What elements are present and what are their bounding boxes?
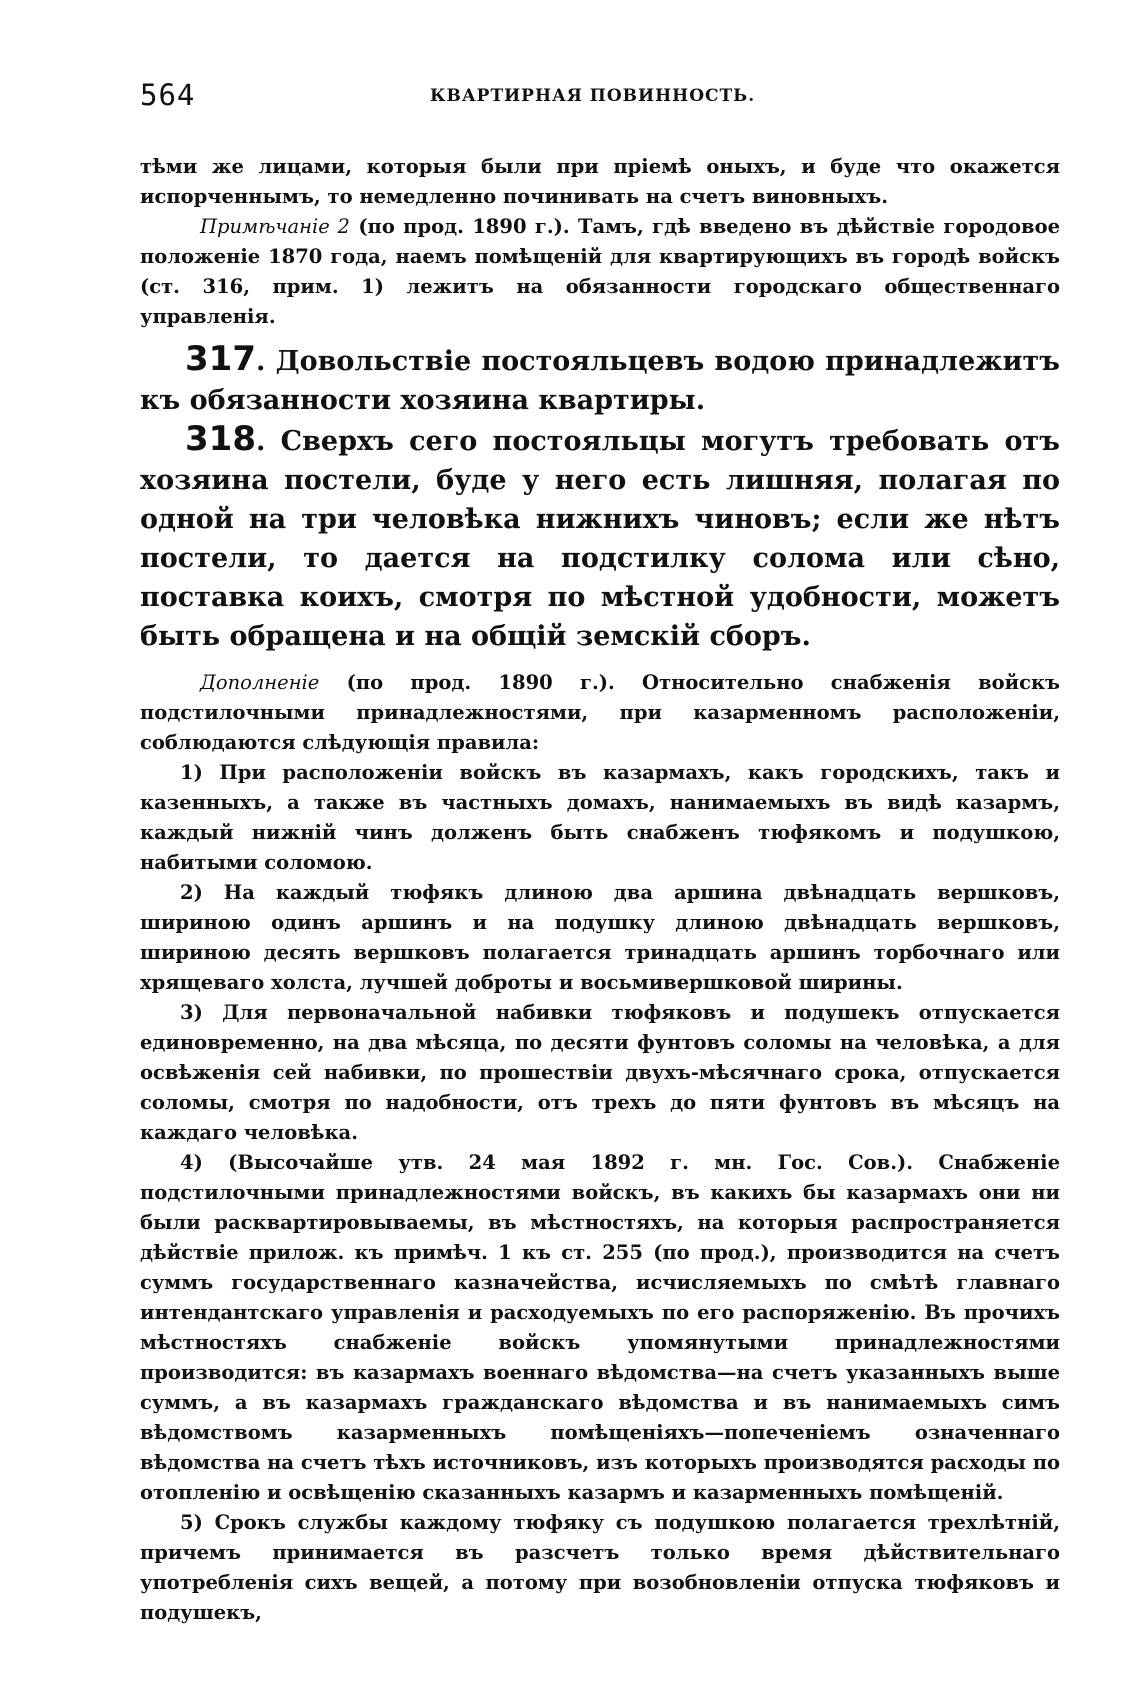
note-paragraph xyxy=(140,212,1060,332)
article-317 xyxy=(140,340,1060,420)
addition-block xyxy=(140,668,1060,1628)
addition-item-4: 4) (Высочайше утв. 24 мая 1892 г. мн. Гос. Сов.). Снабженіе подстилочными принадлежностями войскъ, въ какихъ бы казармахъ они ни были расквартировываемы, въ мѣстностяхъ, на которыя распространяется дѣйствіе прилож. къ примѣч. 1 къ ст. 255 (по прод.), производится на счетъ суммъ государственнаго казначейства, исчисляемыхъ по смѣтѣ главнаго интендантскаго управленія и расходуемыхъ по его распоряженію. Въ прочихъ мѣстностяхъ снабженіе войскъ упомянутыми принадлежностями производится: въ казармахъ военнаго вѣдомства—на счетъ указанныхъ выше суммъ, а въ казармахъ гражданскаго вѣдомства и въ нанимаемыхъ симъ вѣдомствомъ казарменныхъ помѣщеніяхъ—попеченіемъ означеннаго вѣдомства на счетъ тѣхъ источниковъ, изъ которыхъ производятся расходы по отопленію и освѣщенію сказанныхъ казармъ и казарменныхъ помѣщеній. xyxy=(140,1151,1060,1504)
note-text: (по прод. 1890 г.). Тамъ, гдѣ введено въ дѣйствіе городовое положеніе 1870 года, наемъ помѣщеній для квартирующихъ въ городѣ войскъ (ст. 316, прим. 1) лежитъ на обязанности городскаго общественнаго управленія. xyxy=(140,215,1060,328)
note-label: Примѣчаніе 2 xyxy=(200,215,350,238)
running-title: КВАРТИРНАЯ ПОВИННОСТЬ. xyxy=(430,86,756,106)
addition-item-5: 5) Срокъ службы каждому тюфяку съ подушкою полагается трехлѣтній, причемъ принимается въ разсчетъ только время дѣйствительнаго употребленія сихъ вещей, а потому при возобновленіи отпуска тюфяковъ и подушекъ, xyxy=(140,1511,1060,1624)
page-header xyxy=(140,78,1060,118)
addition-item-2: 2) На каждый тюфякъ длиною два аршина двѣнадцать вершковъ, шириною одинъ аршинъ и на подушку длиною двѣнадцать вершковъ, шириною десять вершковъ полагается тринадцать аршинъ торбочнаго или хрящеваго холста, лучшей доброты и восьмивершковой ширины. xyxy=(140,881,1060,994)
addition-intro xyxy=(140,668,1060,758)
article-number-317: 317 xyxy=(185,339,256,379)
article-318 xyxy=(140,420,1060,656)
continuation-paragraph: тѣми же лицами, которыя были при пріемѣ оныхъ, и буде что окажется испорченнымъ, то немедленно починивать на счетъ виновныхъ. xyxy=(140,155,1060,208)
article-number-318: 318 xyxy=(185,419,256,459)
page-number: 564 xyxy=(140,78,196,112)
article-text-318: . Сверхъ сего постояльцы могутъ требовать отъ хозяина постели, буде у него есть лишняя, полагая по одной на три человѣка нижнихъ чиновъ; если же нѣтъ постели, то дается на подстилку солома или сѣно, поставка коихъ, смотря по мѣстной удобности, можетъ быть обращена и на общій земскій сборъ. xyxy=(140,426,1060,652)
addition-item-1: 1) При расположеніи войскъ въ казармахъ, какъ городскихъ, такъ и казенныхъ, а также въ частныхъ домахъ, нанимаемыхъ въ видѣ казармъ, каждый нижній чинъ долженъ быть снабженъ тюфякомъ и подушкою, набитыми соломою. xyxy=(140,761,1060,874)
addition-intro-text: (по прод. 1890 г.). Относительно снабженія войскъ подстилочными принадлежностями, при казарменномъ расположеніи, соблюдаются слѣдующія правила: xyxy=(140,671,1060,754)
top-block xyxy=(140,152,1060,332)
document-page xyxy=(140,78,1060,1628)
addition-label: Дополненіе xyxy=(200,671,320,694)
article-text-317: . Довольствіе постояльцевъ водою принадлежитъ къ обязанности хозяина квартиры. xyxy=(140,346,1060,416)
addition-item-3: 3) Для первоначальной набивки тюфяковъ и подушекъ отпускается единовременно, на два мѣсяца, по десяти фунтовъ соломы на человѣка, а для освѣженія сей набивки, по прошествіи двухъ-мѣсячнаго срока, отпускается соломы, смотря по надобности, отъ трехъ до пяти фунтовъ въ мѣсяцъ на каждаго человѣка. xyxy=(140,1001,1060,1144)
